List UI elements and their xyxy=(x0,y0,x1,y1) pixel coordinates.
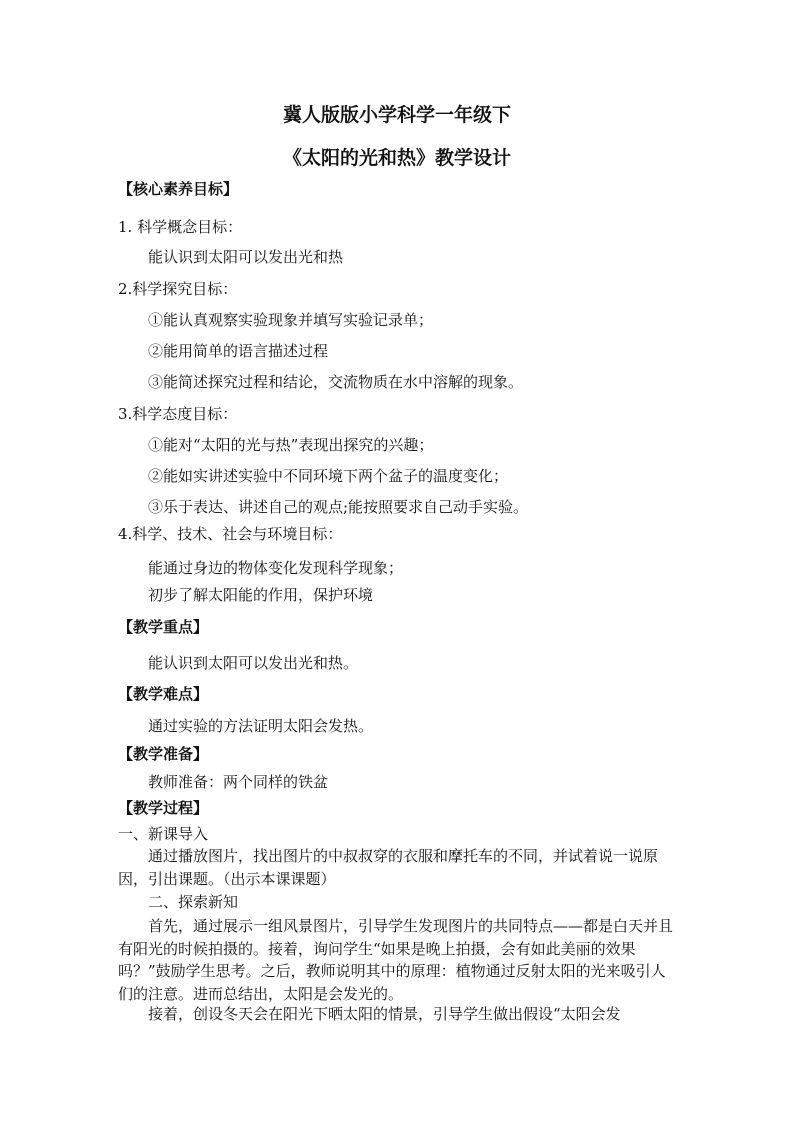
section-heading-goals: 【核心素养目标】 xyxy=(118,180,239,198)
goal-2-item-1: ①能认真观察实验现象并填写实验记录单； xyxy=(148,311,434,329)
key-point-text: 能认识到太阳可以发出光和热。 xyxy=(148,654,359,672)
goal-1-item: 能认识到太阳可以发出光和热 xyxy=(148,248,344,266)
goal-2-item-2: ②能用简单的语言描述过程 xyxy=(148,342,329,360)
goal-4-item-1: 能通过身边的物体变化发现科学现象； xyxy=(148,559,404,577)
goal-2-item-3: ③能简述探究过程和结论，交流物质在水中溶解的现象。 xyxy=(148,373,524,391)
section-heading-process: 【教学过程】 xyxy=(118,799,209,817)
goal-3-item-1: ①能对“太阳的光与热”表现出探究的兴趣； xyxy=(148,436,434,454)
goal-3-item-2: ②能如实讲述实验中不同环境下两个盆子的温度变化； xyxy=(148,467,509,485)
goal-3-title: 3.科学态度目标： xyxy=(118,405,238,423)
goal-4-title: 4.科学、技术、社会与环境目标： xyxy=(118,525,343,543)
difficulty-text: 通过实验的方法证明太阳会发热。 xyxy=(148,717,374,735)
doc-title-line2: 《太阳的光和热》教学设计 xyxy=(282,147,511,169)
process-step-2-paragraph-1: 首先，通过展示一组风景图片，引导学生发现图片的共同特点——都是白天并且有阳光的时候拍摄的。接着，询问学生“如果是晚上拍摄，会有如此美丽的效果吗？”鼓励学生思考。之后，教师说明其中的原理：植物通过反射太阳的光来吸引人们的注意。进而总结出，太阳是会发光的。 xyxy=(118,917,674,1003)
section-heading-key-points: 【教学重点】 xyxy=(118,618,209,636)
goal-2-title: 2.科学探究目标： xyxy=(118,280,238,298)
process-step-1-paragraph: 通过播放图片，找出图片的中叔叔穿的衣服和摩托车的不同，并试着说一说原因，引出课题。（出示本课课题） xyxy=(118,847,659,888)
goal-1-title: 1. 科学概念目标： xyxy=(118,218,243,236)
goal-3-item-3: ③乐于表达、讲述自己的观点;能按照要求自己动手实验。 xyxy=(148,498,529,516)
section-heading-preparation: 【教学准备】 xyxy=(118,745,209,763)
doc-title-line1: 冀人版版小学科学一年级下 xyxy=(282,104,511,126)
process-step-1-title: 一、新课导入 xyxy=(118,825,209,843)
process-step-2-title: 二、探索新知 xyxy=(148,893,239,911)
section-heading-difficulties: 【教学难点】 xyxy=(118,685,209,703)
process-step-2-paragraph-2: 接着，创设冬天会在阳光下晒太阳的情景，引导学生做出假设“太阳会发 xyxy=(148,1005,621,1023)
goal-4-item-2: 初步了解太阳能的作用，保护环境 xyxy=(148,586,374,604)
preparation-text: 教师准备：两个同样的铁盆 xyxy=(148,773,329,791)
